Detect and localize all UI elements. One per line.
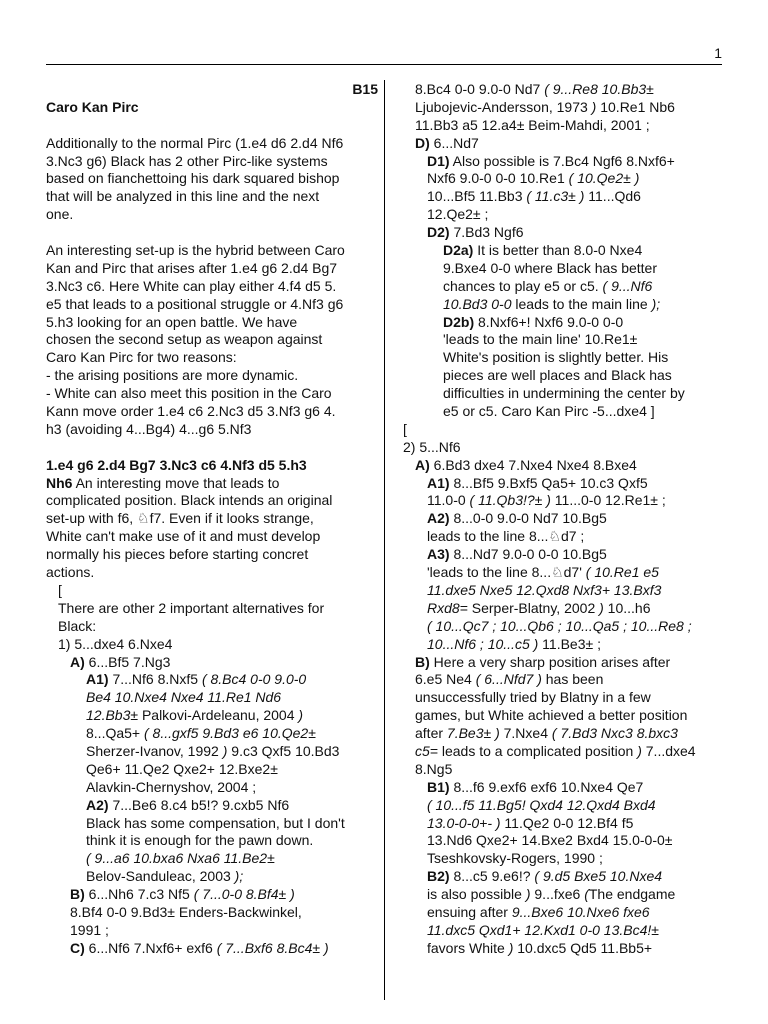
move-text: pieces are well places and Black has [443, 367, 672, 384]
text-line [46, 153, 378, 171]
text-line [46, 188, 378, 206]
variation-text: ( 11.c3± ) [526, 188, 585, 205]
move-text: ensuing after [427, 903, 512, 920]
move-text: Alavkin-Chernyshov, 2004 ; [86, 778, 257, 795]
move-text: 'leads to the line 8...♘d7' [427, 564, 586, 581]
text-line [403, 314, 725, 332]
move-text: 2) 5...Nf6 [403, 438, 461, 455]
variation-text: ) [525, 886, 531, 903]
text-line [403, 904, 725, 922]
text-line [403, 153, 725, 171]
bold-label: D) [415, 134, 430, 151]
move-text: after [415, 725, 447, 742]
variation-text: ( [584, 886, 589, 903]
text-line [46, 170, 378, 188]
move-text: 6...Nf6 7.Nxf6+ exf6 [84, 939, 217, 956]
move-text: 8...c5 9.e6!? [449, 868, 535, 885]
page-number: 1 [714, 45, 722, 61]
text-line [46, 99, 378, 117]
text-line [46, 296, 378, 314]
text-line [46, 564, 378, 582]
text-line [403, 117, 725, 135]
right-column [403, 81, 725, 958]
move-text: Qe6+ 11.Qe2 Qxe2+ 12.Bxe2± [86, 760, 278, 777]
move-text: - White can also meet this position in the Caro [46, 385, 332, 402]
text-line [403, 81, 725, 99]
text-line [46, 349, 378, 367]
text-line [46, 278, 378, 296]
text-line [403, 618, 725, 636]
text-line [46, 671, 378, 689]
move-text: normally his pieces before starting concret [46, 546, 309, 563]
variation-text: 13.0-0-0+- ) [427, 814, 501, 831]
move-text: [ [58, 581, 62, 598]
move-text: White can't make use of it and must develop [46, 528, 321, 545]
variation-text: ( 8...gxf5 9.Bd3 e6 10.Qe2± [143, 725, 316, 742]
variation-text: Be4 10.Nxe4 Nxe4 11.Re1 Nd6 [86, 689, 282, 706]
variation-text: 11.dxc5 Qxd1+ 12.Kxd1 0-0 13.Bc4!± [427, 921, 659, 938]
text-line [403, 815, 725, 833]
move-text: 7...Nf6 8.Nxf5 [108, 671, 202, 688]
text-line [403, 689, 725, 707]
move-text: is also possible [427, 886, 526, 903]
text-line [46, 546, 378, 564]
text-line [46, 331, 378, 349]
variation-text: ( 10...Qc7 ; 10...Qb6 ; 10...Qa5 ; 10...Re8 ; [427, 617, 692, 634]
variation-text: ) [637, 742, 642, 759]
text-line [46, 582, 378, 600]
move-text: 11...0-0 12.Re1± ; [550, 492, 666, 509]
move-text: An interesting move that leads to [72, 474, 280, 491]
text-line [403, 135, 725, 153]
variation-text: ( 7...0-0 8.Bf4± ) [193, 886, 295, 903]
text-line [403, 206, 725, 224]
move-text: 8...Nd7 9.0-0 0-0 10.Bg5 [449, 546, 607, 563]
bold-label: B) [415, 653, 430, 670]
move-text: Palkovi-Ardeleanu, 2004 [138, 707, 299, 724]
move-text: Here a very sharp position arises after [429, 653, 671, 670]
move-text: chosen the second setup as weapon against [46, 331, 323, 348]
text-line [46, 904, 378, 922]
move-text: set-up with f6, ♘f7. Even if it looks strange, [46, 510, 314, 527]
move-text: h3 (avoiding 4...Bg4) 4...g6 5.Nf3 [46, 420, 252, 437]
blank-line [46, 439, 378, 457]
text-line [403, 582, 725, 600]
move-text: unsuccessfully tried by Blatny in a few [415, 689, 651, 706]
variation-text: Rxd8= [427, 599, 468, 616]
text-line [403, 761, 725, 779]
move-text: e5 that leads to a positional struggle or 4.Nf3 g6 [46, 295, 344, 312]
move-text: Nxf6 9.0-0 0-0 10.Re1 [427, 170, 569, 187]
text-line [403, 707, 725, 725]
variation-text: ); [651, 295, 661, 312]
text-line [46, 940, 378, 958]
bold-label: D2b) [443, 313, 475, 330]
variation-text: ) [591, 98, 597, 115]
variation-text: 11.dxe5 Nxe5 12.Qxd8 Nxf3+ 13.Bxf3 [427, 581, 662, 598]
text-line [46, 725, 378, 743]
move-text: White's position is slightly better. His [443, 349, 669, 366]
move-text: 5.h3 looking for an open battle. We have [46, 313, 298, 330]
move-text: that will be analyzed in this line and the next [46, 188, 320, 205]
move-text: 8...Qa5+ [86, 725, 144, 742]
text-line [46, 421, 378, 439]
text-line [46, 815, 378, 833]
move-text: 1991 ; [70, 921, 109, 938]
text-line [403, 886, 725, 904]
text-line [403, 868, 725, 886]
text-line [46, 689, 378, 707]
text-line [46, 206, 378, 224]
move-text: Tseshkovsky-Rogers, 1990 ; [427, 850, 603, 867]
text-line [46, 528, 378, 546]
text-line [46, 832, 378, 850]
text-line [403, 296, 725, 314]
bold-label: Caro Kan Pirc [46, 98, 139, 115]
text-line [403, 170, 725, 188]
text-line [403, 331, 725, 349]
text-line [46, 636, 378, 654]
bold-label: D1) [427, 152, 450, 169]
text-line [46, 475, 378, 493]
move-text: The endgame [588, 886, 676, 903]
text-line [403, 564, 725, 582]
move-text: [ [403, 420, 407, 437]
text-line [403, 654, 725, 672]
text-line [403, 922, 725, 940]
move-text: 10...h6 [603, 599, 651, 616]
move-text: 10.Re1 Nb6 [596, 98, 675, 115]
text-line [46, 385, 378, 403]
text-line [46, 797, 378, 815]
move-text: Additionally to the normal Pirc (1.e4 d6 2.d4 Nf6 [46, 134, 344, 151]
move-text: Belov-Sanduleac, 2003 [86, 868, 235, 885]
variation-text: c5= [415, 742, 438, 759]
move-text: Black has some compensation, but I don't [86, 814, 345, 831]
variation-text: 12.Bb3± [86, 707, 139, 724]
move-text: 11...Qd6 [584, 188, 641, 205]
text-line [46, 868, 378, 886]
move-text: 11.0-0 [427, 492, 470, 509]
text-line [403, 510, 725, 528]
variation-text: 9...Bxe6 10.Nxe6 fxe6 [511, 903, 650, 920]
move-text: based on fianchettoing his dark squared bishop [46, 170, 340, 187]
move-text: Caro Kan Pirc for two reasons: [46, 349, 237, 366]
text-line [46, 242, 378, 260]
text-line [403, 457, 725, 475]
text-line [403, 439, 725, 457]
move-text: There are other 2 important alternatives for [58, 599, 325, 616]
variation-text: 10...Nf6 ; 10...c5 ) [427, 635, 539, 652]
text-line [46, 618, 378, 636]
text-line [403, 797, 725, 815]
text-line [46, 367, 378, 385]
variation-text: ( 11.Qb3!?± ) [469, 492, 551, 509]
text-line [46, 743, 378, 761]
variation-text: ( 10.Re1 e5 [585, 564, 659, 581]
move-text: 8...f6 9.exf6 exf6 10.Nxe4 Qe7 [449, 778, 644, 795]
text-line [46, 779, 378, 797]
text-line [403, 528, 725, 546]
text-line [403, 421, 725, 439]
move-text: 7.Bd3 Ngf6 [449, 224, 524, 241]
move-text: 11.Be3± ; [538, 635, 601, 652]
move-text: Black: [58, 617, 97, 634]
move-text: - the arising positions are more dynamic. [46, 367, 299, 384]
move-text: 8.Nxf6+! Nxf6 9.0-0 0-0 [474, 313, 624, 330]
move-text: It is better than 8.0-0 Nxe4 [473, 242, 643, 259]
header-rule [46, 64, 722, 65]
move-text: 6...Nd7 [429, 134, 479, 151]
variation-text: ); [234, 868, 244, 885]
text-line [403, 492, 725, 510]
bold-label: A3) [427, 546, 450, 563]
variation-text: ( 9...Re8 10.Bb3± [544, 81, 654, 97]
text-line [403, 278, 725, 296]
move-text: leads to a complicated position [437, 742, 638, 759]
move-text: Kan and Pirc that arises after 1.e4 g6 2.d4 Bg7 [46, 259, 338, 276]
bold-label: A1) [86, 671, 109, 688]
text-line [46, 510, 378, 528]
move-text: Also possible is 7.Bc4 Ngf6 8.Nxf6+ [449, 152, 675, 169]
bold-label: B1) [427, 778, 450, 795]
move-text: 3.Nc3 c6. Here White can play either 4.f4 d5 5. [46, 277, 337, 294]
move-text: 3.Nc3 g6) Black has 2 other Pirc-like systems [46, 152, 328, 169]
text-line [46, 922, 378, 940]
variation-text: ( 7...Bxf6 8.Bc4± ) [216, 939, 329, 956]
move-text: 10...Bf5 11.Bb3 [427, 188, 527, 205]
text-line [403, 779, 725, 797]
text-line [46, 314, 378, 332]
move-text: 6...Bf5 7.Ng3 [84, 653, 171, 670]
text-line [46, 403, 378, 421]
text-line [46, 761, 378, 779]
variation-text: ( 8.Bc4 0-0 9.0-0 [201, 671, 307, 688]
text-line [403, 743, 725, 761]
move-text: 8...0-0 9.0-0 Nd7 10.Bg5 [449, 510, 607, 527]
bold-label: A) [70, 653, 85, 670]
bold-label: D2a) [443, 242, 474, 259]
move-text: favors White [427, 939, 509, 956]
variation-text: ( 7.Bd3 Nxc3 8.bxc3 [551, 725, 678, 742]
move-text: 1) 5...dxe4 6.Nxe4 [58, 635, 173, 652]
move-text: 12.Qe2± ; [427, 206, 489, 223]
bold-label: A2) [427, 510, 450, 527]
text-line [46, 707, 378, 725]
text-line [403, 188, 725, 206]
text-line [403, 99, 725, 117]
text-line [403, 367, 725, 385]
move-text: Ljubojevic-Andersson, 1973 [415, 98, 592, 115]
move-text: 7...Be6 8.c4 b5!? 9.cxb5 Nf6 [108, 796, 290, 813]
bold-label: B) [70, 886, 85, 903]
text-line [403, 260, 725, 278]
text-line [403, 725, 725, 743]
move-text: 7.Nxe4 [499, 725, 552, 742]
variation-text: ) [222, 742, 228, 759]
move-text: think it is enough for the pawn down. [86, 832, 314, 849]
text-line [46, 135, 378, 153]
move-text: 6.Bd3 dxe4 7.Nxe4 Nxe4 8.Bxe4 [429, 456, 637, 473]
column-divider [384, 80, 385, 1000]
variation-text: ) [508, 939, 514, 956]
bold-label: D2) [427, 224, 450, 241]
variation-text: ( 10.Qe2± ) [568, 170, 640, 187]
move-text: one. [46, 206, 74, 223]
bold-label: A1) [427, 474, 450, 491]
bold-label: C) [70, 939, 85, 956]
text-line [46, 81, 378, 99]
move-text: difficulties in undermining the center by [443, 385, 685, 402]
move-text: e5 or c5. Caro Kan Pirc -5...dxe4 ] [443, 403, 655, 420]
blank-line [46, 224, 378, 242]
text-line [403, 600, 725, 618]
text-line [46, 600, 378, 618]
variation-text: ) [599, 599, 604, 616]
move-text: 8.Bf4 0-0 9.Bd3± Enders-Backwinkel, [70, 903, 302, 920]
move-text: 13.Nd6 Qxe2+ 14.Bxe2 Bxd4 15.0-0-0± [427, 832, 673, 849]
move-text: 6.e5 Ne4 [415, 671, 476, 688]
move-text: 9.c3 Qxf5 10.Bd3 [227, 742, 340, 759]
variation-text: ( 10...f5 11.Bg5! Qxd4 12.Qxd4 Bxd4 [427, 796, 656, 813]
text-line [403, 349, 725, 367]
text-line [403, 546, 725, 564]
text-line [46, 260, 378, 278]
move-text: 8.Ng5 [415, 760, 453, 777]
variation-text: ( 9...a6 10.bxa6 Nxa6 11.Be2± [86, 850, 275, 867]
move-text: Kann move order 1.e4 c6 2.Nc3 d5 3.Nf3 g6 4. [46, 403, 336, 420]
text-line [403, 475, 725, 493]
text-line [403, 636, 725, 654]
bold-label: A) [415, 456, 430, 473]
variation-text: 10.Bd3 0-0 [443, 295, 512, 312]
bold-label: B2) [427, 868, 450, 885]
variation-text: ( 9...Nf6 [602, 277, 653, 294]
move-text: 11.Qe2 0-0 12.Bf4 f5 [500, 814, 634, 831]
move-text: leads to the line 8...♘d7 ; [427, 528, 585, 545]
bold-label: Nh6 [46, 474, 73, 491]
blank-line [46, 117, 378, 135]
text-line [46, 492, 378, 510]
variation-text: 7.Be3± ) [446, 725, 500, 742]
text-line [403, 940, 725, 958]
text-line [403, 385, 725, 403]
text-line [403, 403, 725, 421]
move-text: leads to the main line [511, 295, 652, 312]
move-text: games, but White achieved a better position [415, 707, 688, 724]
variation-text: ( 6...Nfd7 ) [475, 671, 542, 688]
move-text: 8...Bf5 9.Bxf5 Qa5+ 10.c3 Qxf5 [449, 474, 648, 491]
move-text: has been [541, 671, 604, 688]
text-line [46, 850, 378, 868]
move-text: Serper-Blatny, 2002 [467, 599, 600, 616]
move-text: Sherzer-Ivanov, 1992 [86, 742, 223, 759]
bold-label: B15 [352, 81, 378, 97]
bold-label: A2) [86, 796, 109, 813]
text-line [46, 886, 378, 904]
text-line [403, 832, 725, 850]
move-text: chances to play e5 or c5. [443, 277, 603, 294]
move-text: 8.Bc4 0-0 9.0-0 Nd7 [415, 81, 545, 97]
text-line [46, 457, 378, 475]
move-text: 9.Bxe4 0-0 where Black has better [443, 259, 658, 276]
text-line [403, 671, 725, 689]
left-column [46, 81, 378, 958]
variation-text: ) [298, 707, 304, 724]
variation-text: ( 9.d5 Bxe5 10.Nxe4 [534, 868, 663, 885]
bold-label: 1.e4 g6 2.d4 Bg7 3.Nc3 c6 4.Nf3 d5 5.h3 [46, 456, 307, 473]
text-line [403, 850, 725, 868]
text-line [46, 654, 378, 672]
move-text: 11.Bb3 a5 12.a4± Beim-Mahdi, 2001 ; [415, 116, 650, 133]
text-line [403, 242, 725, 260]
move-text: 9...fxe6 [530, 886, 585, 903]
move-text: 6...Nh6 7.c3 Nf5 [84, 886, 194, 903]
move-text: An interesting set-up is the hybrid between Caro [46, 242, 345, 259]
move-text: 'leads to the main line' 10.Re1± [443, 331, 638, 348]
text-line [403, 224, 725, 242]
move-text: 7...dxe4 [641, 742, 696, 759]
move-text: complicated position. Black intends an original [46, 492, 333, 509]
move-text: actions. [46, 564, 95, 581]
move-text: 10.dxc5 Qd5 11.Bb5+ [513, 939, 653, 956]
